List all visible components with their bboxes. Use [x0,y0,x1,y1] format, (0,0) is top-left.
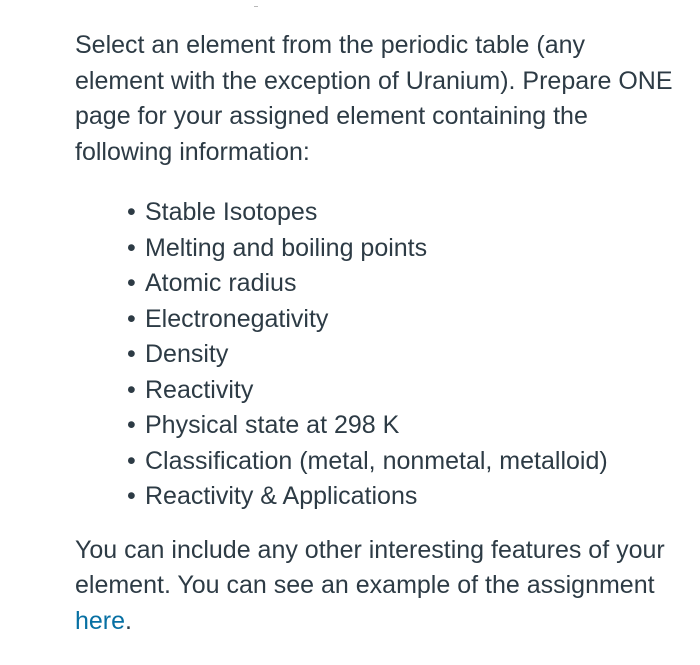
list-item-text: Density [145,340,229,368]
bullet-icon: • [127,446,136,475]
list-item [127,479,675,515]
intro-paragraph: Select an element from the periodic table (any element with the exception of Uranium). Prepare ONE page for your assigned element containing the following information: [75,31,673,166]
list-item-text: Reactivity [145,375,254,404]
outro-end: . [125,606,132,635]
list-item [127,444,675,480]
list-item [127,302,675,338]
list-item [127,373,675,409]
top-divider-mark [254,6,258,7]
assignment-content [75,28,675,639]
bullet-icon: • [127,198,136,226]
requirements-list [75,195,675,515]
bullet-icon: • [127,269,136,297]
list-item-text: Physical state at 298 K [145,411,400,439]
list-item-text: Atomic radius [145,269,297,297]
list-item-text: Stable Isotopes [145,198,318,226]
list-item-text: Electronegativity [145,304,329,333]
bullet-icon: • [127,340,136,368]
list-item-text: Classification (metal, nonmetal, metalloid) [145,446,608,475]
bullet-icon: • [127,482,136,510]
bullet-icon: • [127,304,136,333]
list-item [127,195,675,231]
list-item [127,337,675,373]
list-item-text: Melting and boiling points [145,233,428,262]
bullet-icon: • [127,233,136,262]
example-link[interactable]: here [75,606,126,635]
list-item [127,231,675,267]
bullet-icon: • [127,375,136,404]
bullet-icon: • [127,411,136,439]
list-item [127,266,675,302]
list-item [127,408,675,444]
list-item-text: Reactivity & Applications [145,482,418,510]
outro-paragraph [75,533,675,640]
outro-text: You can include any other interesting features of your element. You can see an example of the assignment [75,535,665,599]
